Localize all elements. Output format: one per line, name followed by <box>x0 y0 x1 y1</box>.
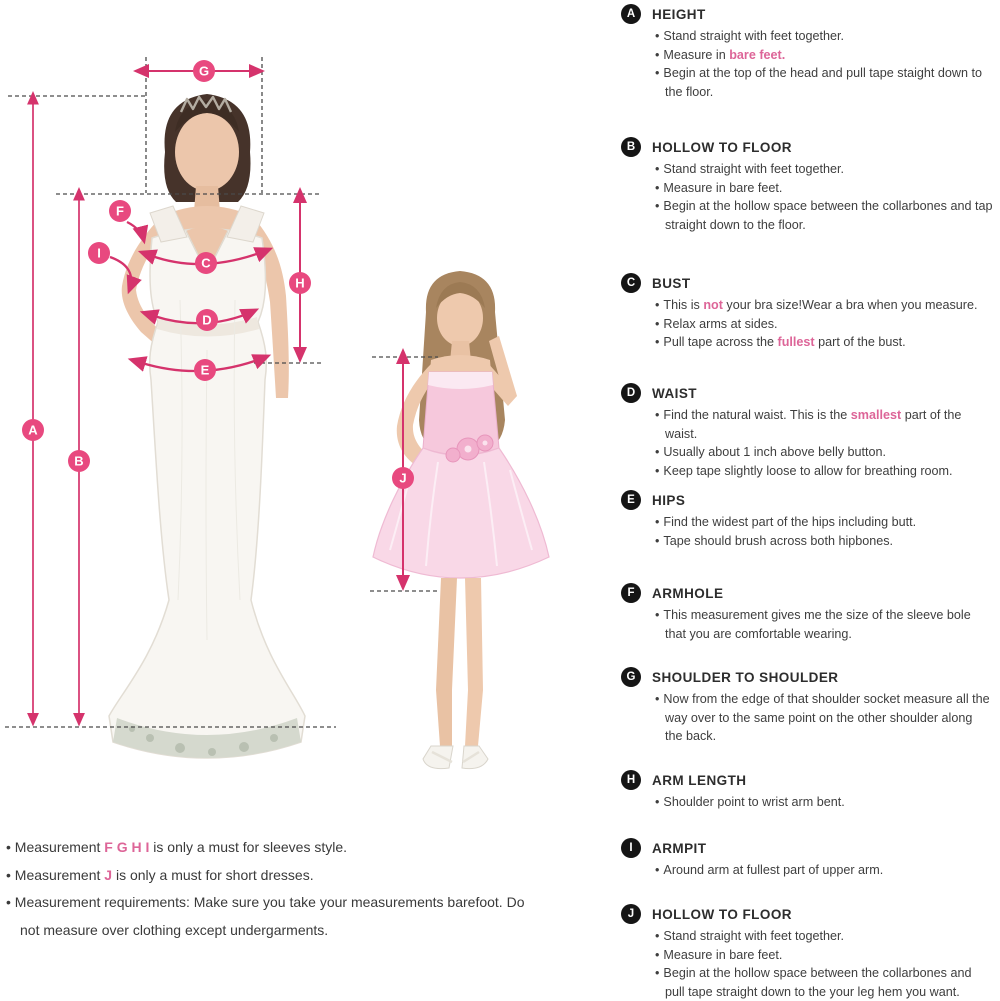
section-header <box>621 583 993 603</box>
bullet-dot: • <box>655 47 660 62</box>
bullet-item <box>655 462 993 481</box>
section-letter-badge: D <box>621 383 641 403</box>
section-bullet-list <box>655 861 993 880</box>
bullet-dot: • <box>655 608 660 622</box>
section-header <box>621 838 993 858</box>
text-segment: Around arm at fullest part of upper arm. <box>663 863 884 877</box>
text-segment: Find the natural waist. This is the <box>663 408 851 422</box>
section-header <box>621 490 993 510</box>
text-segment: Stand straight with feet together. <box>663 929 845 943</box>
text-segment: Measure in bare feet. <box>663 180 783 195</box>
section-header <box>621 273 993 293</box>
section-title: HIPS <box>652 492 686 508</box>
section-g <box>621 667 993 746</box>
marker-a-letter: A <box>28 422 38 438</box>
marker-e-letter: E <box>200 362 210 378</box>
bullet-item <box>655 160 993 179</box>
section-letter-badge: A <box>621 4 641 24</box>
text-segment: Find the widest part of the hips including butt. <box>663 515 917 529</box>
bullet-item <box>655 513 993 532</box>
section-f <box>621 583 993 643</box>
bullet-dot: • <box>655 692 660 706</box>
text-segment: Measurement <box>14 866 105 883</box>
text-segment: Stand straight with feet together. <box>663 162 845 176</box>
bullet-item <box>655 532 993 551</box>
section-header <box>621 667 993 687</box>
highlighted-text: J <box>104 866 113 883</box>
note-item <box>6 889 536 944</box>
bullet-item <box>655 927 993 946</box>
text-segment: Keep tape slightly loose to allow for breathing room. <box>663 463 953 478</box>
bullet-dot: • <box>655 795 660 809</box>
section-header <box>621 770 993 790</box>
bullet-item <box>655 946 993 965</box>
text-segment: Measure in <box>663 47 730 62</box>
bullet-dot: • <box>655 463 660 478</box>
bullet-dot: • <box>655 515 660 529</box>
marker-i-letter: I <box>97 245 101 261</box>
bullet-dot: • <box>6 894 15 910</box>
section-letter-badge: C <box>621 273 641 293</box>
bullet-item <box>655 315 993 334</box>
section-letter-badge: H <box>621 770 641 790</box>
bullet-item <box>655 179 993 198</box>
section-letter-badge: J <box>621 904 641 924</box>
text-segment: is only a must for short dresses. <box>112 866 314 883</box>
bullet-item <box>655 296 993 315</box>
marker-f-letter: F <box>116 203 124 219</box>
section-letter-badge: E <box>621 490 641 510</box>
bullet-item <box>655 46 993 65</box>
bullet-dot: • <box>655 180 660 195</box>
highlighted-text: F G H I <box>104 839 150 855</box>
marker-c-letter: C <box>201 255 211 271</box>
bullet-item <box>655 861 993 880</box>
highlighted-text: smallest <box>850 408 902 422</box>
section-bullet-list <box>655 793 993 812</box>
marker-j-letter: J <box>399 470 407 486</box>
bullet-item <box>655 406 993 443</box>
highlighted-text: not <box>703 298 723 312</box>
text-segment: is only a must for sleeves style. <box>149 839 348 855</box>
section-header <box>621 904 993 924</box>
section-a <box>621 4 993 101</box>
bullet-item <box>655 197 993 234</box>
section-c <box>621 273 993 352</box>
highlighted-text: fullest <box>777 335 815 349</box>
bullet-item <box>655 443 993 462</box>
section-bullet-list <box>655 296 993 352</box>
bullet-item <box>655 793 993 812</box>
text-segment: Relax arms at sides. <box>663 316 778 331</box>
bullet-dot: • <box>655 929 660 943</box>
note-item <box>6 862 536 890</box>
text-segment: your bra size!Wear a bra when you measure. <box>722 298 978 312</box>
section-header <box>621 383 993 403</box>
text-segment: This is <box>663 298 704 312</box>
section-letter-badge: F <box>621 583 641 603</box>
section-header <box>621 4 993 24</box>
text-segment: Usually about 1 inch above belly button. <box>663 445 887 459</box>
marker-h-letter: H <box>295 275 305 291</box>
bullet-dot: • <box>655 408 660 422</box>
bullet-dot: • <box>655 445 660 459</box>
text-segment: part of the bust. <box>814 335 906 349</box>
measurement-notes <box>6 834 536 944</box>
section-title: BUST <box>652 275 691 291</box>
bullet-dot: • <box>6 839 15 855</box>
text-segment: Stand straight with feet together. <box>663 29 845 43</box>
text-segment: Measurement <box>14 839 105 855</box>
text-segment: Tape should brush across both hipbones. <box>663 533 894 548</box>
text-segment: Now from the edge of that shoulder socket measure all the way over to the same point on the other shoulder along the back. <box>663 692 990 743</box>
bullet-dot: • <box>6 866 15 883</box>
text-segment: Measure in bare feet. <box>663 947 783 962</box>
highlighted-text: bare feet. <box>729 47 786 62</box>
bullet-dot: • <box>655 199 660 213</box>
text-segment: part of the waist. <box>665 408 962 441</box>
bullet-dot: • <box>655 335 660 349</box>
text-segment: Begin at the top of the head and pull tape staight down to the floor. <box>663 66 983 99</box>
section-title: HEIGHT <box>652 6 706 22</box>
section-title: ARMHOLE <box>652 585 724 601</box>
bullet-item <box>655 64 993 101</box>
section-bullet-list <box>655 927 993 1001</box>
marker-b-letter: B <box>74 453 84 469</box>
section-bullet-list <box>655 513 993 550</box>
note-item <box>6 834 536 862</box>
marker-d-letter: D <box>202 312 212 328</box>
section-bullet-list <box>655 27 993 101</box>
section-bullet-list <box>655 690 993 746</box>
section-letter-badge: B <box>621 137 641 157</box>
bullet-dot: • <box>655 316 660 331</box>
section-i <box>621 838 993 880</box>
text-segment: Pull tape across the <box>663 335 778 349</box>
section-title: HOLLOW TO FLOOR <box>652 906 792 922</box>
section-bullet-list <box>655 606 993 643</box>
section-letter-badge: I <box>621 838 641 858</box>
text-segment: This measurement gives me the size of the sleeve bole that you are comfortable wearing. <box>663 608 971 641</box>
section-title: HOLLOW TO FLOOR <box>652 139 792 155</box>
bullet-item <box>655 27 993 46</box>
section-d <box>621 383 993 480</box>
bullet-dot: • <box>655 29 660 43</box>
section-title: WAIST <box>652 385 697 401</box>
marker-g-letter: G <box>198 63 210 79</box>
section-title: ARMPIT <box>652 840 707 856</box>
bullet-dot: • <box>655 298 660 312</box>
text-segment: Measurement requirements: Make sure you take your measurements barefoot. Do not measure over clothing except undergarments. <box>14 894 525 938</box>
bullet-dot: • <box>655 947 660 962</box>
section-title: SHOULDER TO SHOULDER <box>652 669 839 685</box>
bullet-item <box>655 333 993 352</box>
section-header <box>621 137 993 157</box>
text-segment: Begin at the hollow space between the collarbones and pull tape straight down to the your leg hem you want. <box>663 966 972 999</box>
bullet-dot: • <box>655 162 660 176</box>
text-segment: Shoulder point to wrist arm bent. <box>663 795 845 809</box>
bullet-item <box>655 606 993 643</box>
bullet-dot: • <box>655 66 660 80</box>
section-b <box>621 137 993 234</box>
section-h <box>621 770 993 812</box>
bullet-dot: • <box>655 966 660 980</box>
section-bullet-list <box>655 160 993 234</box>
text-segment: Begin at the hollow space between the collarbones and tap straight down to the floor. <box>663 199 993 232</box>
section-letter-badge: G <box>621 667 641 687</box>
bullet-item <box>655 690 993 746</box>
section-e <box>621 490 993 550</box>
bullet-dot: • <box>655 533 660 548</box>
section-j <box>621 904 993 1001</box>
bullet-item <box>655 964 993 1001</box>
section-bullet-list <box>655 406 993 480</box>
section-title: ARM LENGTH <box>652 772 747 788</box>
bullet-dot: • <box>655 863 660 877</box>
